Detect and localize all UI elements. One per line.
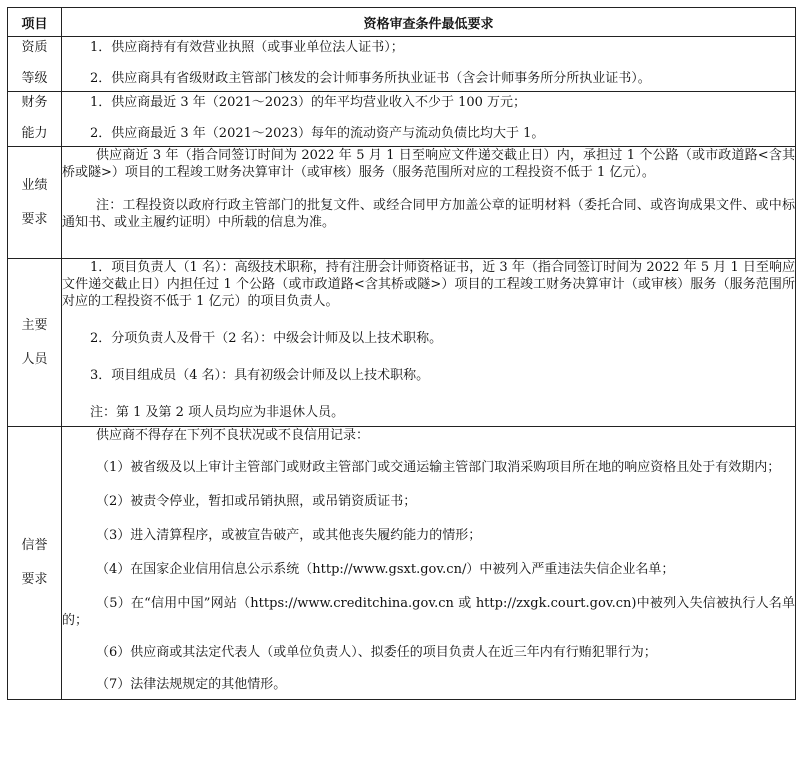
qualification-table [7, 7, 796, 700]
row-label [8, 147, 62, 259]
row-label-line: 人员 [21, 351, 48, 367]
paragraph: 1．供应商最近 3 年（2021～2023）的年平均营业收入不少于 100 万元； [90, 95, 527, 110]
paragraph: 供应商近 3 年（指合同签订时间为 2022 年 5 月 1 日至响应文件递交截止日）内，承担过 1 个公路（或市政道路<含其桥或隧>）项目的工程竣工财务决算审计（或审核）服务（服务范围所对应的工程投资不低于 1 亿元）。 [62, 148, 795, 180]
paragraph: （6）供应商或其法定代表人（或单位负责人）、拟委任的项目负责人在近三年内有行贿犯罪行为； [96, 645, 657, 660]
paragraph: （5）在“信用中国”网站（https://www.creditchina.gov.cn 或 http://zxgk.court.gov.cn)中被列入失信被执行人名单的； [62, 596, 795, 628]
row-label-line: 能力 [21, 125, 48, 141]
paragraph: 1．项目负责人（1 名）：高级技术职称，持有注册会计师资格证书，近 3 年（指合同签订时间为 2022 年 5 月 1 日至响应文件递交截止日）内担任过 1 个公路（或市政道路<含其桥或隧>）项目的工程竣工财务决算审计（或审核）服务（服务范围所对应的工程投资不低于 1 亿元）的项目负责人。 [62, 260, 795, 309]
row-performance [8, 147, 796, 259]
row-label-line: 财务 [21, 95, 48, 110]
row-content [62, 37, 796, 92]
row-content [62, 147, 796, 259]
paragraph: （2）被责令停业，暂扣或吊销执照，或吊销资质证书； [96, 494, 417, 509]
row-label-line: 信誉 [21, 538, 48, 554]
row-credit [8, 427, 796, 700]
paragraph: 2．供应商最近 3 年（2021～2023）每年的流动资产与流动负债比均大于 1。 [90, 126, 545, 141]
paragraph: 注：第 1 及第 2 项人员均应为非退休人员。 [90, 405, 345, 420]
paragraph: （3）进入清算程序，或被宣告破产，或其他丧失履约能力的情形； [96, 528, 482, 543]
row-label [8, 37, 62, 92]
paragraph: 2．分项负责人及骨干（2 名）：中级会计师及以上技术职称。 [90, 331, 443, 346]
paragraph: 3．项目组成员（4 名）：具有初级会计师及以上技术职称。 [90, 368, 430, 383]
paragraph: （4）在国家企业信用信息公示系统（http://www.gsxt.gov.cn/）中被列入严重违法失信企业名单； [96, 562, 675, 577]
row-label [8, 259, 62, 427]
row-content [62, 427, 796, 700]
row-label-line: 要求 [21, 572, 48, 587]
row-financial [8, 92, 796, 147]
row-label [8, 92, 62, 147]
header-item: 项目 [8, 8, 62, 37]
row-label-line: 主要 [21, 317, 48, 333]
paragraph: 2．供应商具有省级财政主管部门核发的会计师事务所执业证书（含会计师事务所分所执业证书）。 [90, 71, 651, 86]
row-label-line: 业绩 [21, 177, 48, 193]
paragraph: 注：工程投资以政府行政主管部门的批复文件、或经合同甲方加盖公章的证明材料（委托合同、或咨询成果文件、或中标通知书、或业主履约证明）中所载的信息为准。 [62, 198, 795, 230]
row-label-line: 资质 [21, 40, 48, 55]
table-header-row [8, 8, 796, 37]
row-label-line: 要求 [21, 211, 48, 227]
row-label [8, 427, 62, 700]
paragraph: 供应商不得存在下列不良状况或不良信用记录： [96, 428, 370, 443]
row-personnel [8, 259, 796, 427]
header-requirements: 资格审查条件最低要求 [62, 8, 796, 37]
paragraph: （1）被省级及以上审计主管部门或财政主管部门或交通运输主管部门取消采购项目所在地的响应资格且处于有效期内； [96, 460, 781, 475]
row-label-line: 等级 [21, 70, 48, 86]
row-content [62, 92, 796, 147]
row-qualification [8, 37, 796, 92]
row-content [62, 259, 796, 427]
paragraph: 1．供应商持有有效营业执照（或事业单位法人证书）； [90, 40, 404, 55]
paragraph: （7）法律法规规定的其他情形。 [96, 677, 287, 692]
